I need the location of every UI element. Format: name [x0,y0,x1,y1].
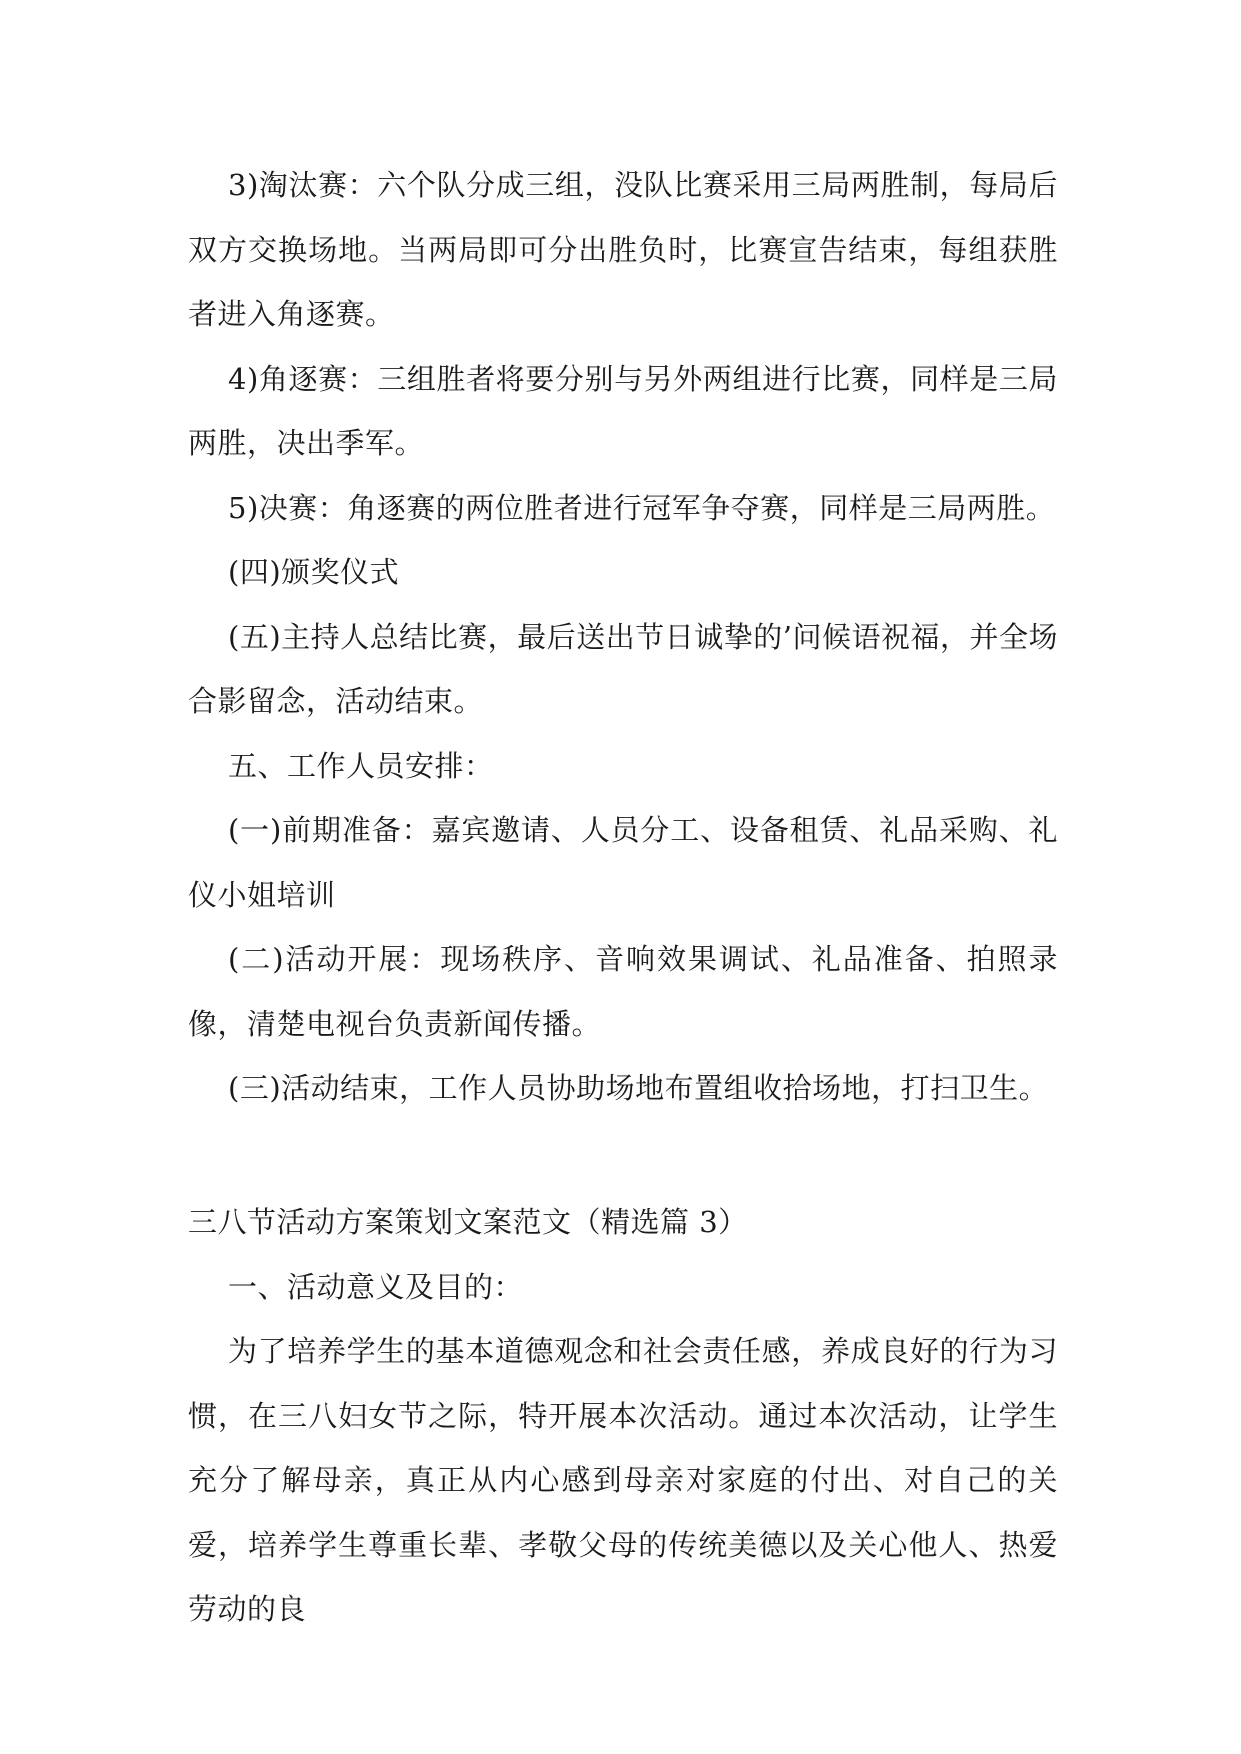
paragraph-event-end: (三)活动结束，工作人员协助场地布置组收拾场地，打扫卫生。 [228,1071,1049,1105]
body-text-part2 [188,1190,1058,1642]
heading-purpose: 一、活动意义及目的： [228,1269,524,1304]
paragraph-final-round: 5)决赛：角逐赛的两位胜者进行冠军争夺赛，同样是三局两胜。 [228,490,1056,525]
paragraph-preparation: (一)前期准备：嘉宾邀请、人员分工、设备租赁、礼品采购、礼仪小姐培训 [188,813,1058,912]
paragraph-host-summary: (五)主持人总结比赛，最后送出节日诚挚的’问候语祝福，并全场合影留念，活动结束。 [188,619,1058,718]
body-text-part1 [188,153,1058,1121]
paragraph-contest-round: 4)角逐赛：三组胜者将要分别与另外两组进行比赛，同样是三局两胜，决出季军。 [188,361,1058,460]
heading-staff-arrangement: 五、工作人员安排： [228,748,494,783]
paragraph-purpose: 为了培养学生的基本道德观念和社会责任感，养成良好的行为习惯，在三八妇女节之际，特开展本次活动。通过本次活动，让学生充分了解母亲，真正从内心感到母亲对家庭的付出、对自己的关爱，培养学生尊重长辈、孝敬父母的传统美德以及关心他人、热爱劳动的良 [188,1334,1058,1626]
paragraph-award-ceremony: (四)颁奖仪式 [228,555,400,589]
paragraph-event-execution: (二)活动开展：现场秩序、音响效果调试、礼品准备、拍照录像，清楚电视台负责新闻传播。 [188,942,1058,1041]
paragraph-elimination-round: 3)淘汰赛：六个队分成三组，没队比赛采用三局两胜制，每局后双方交换场地。当两局即可分出胜负时，比赛宣告结束，每组获胜者进入角逐赛。 [188,168,1058,331]
section-title: 三八节活动方案策划文案范文（精选篇 3） [188,1205,748,1239]
